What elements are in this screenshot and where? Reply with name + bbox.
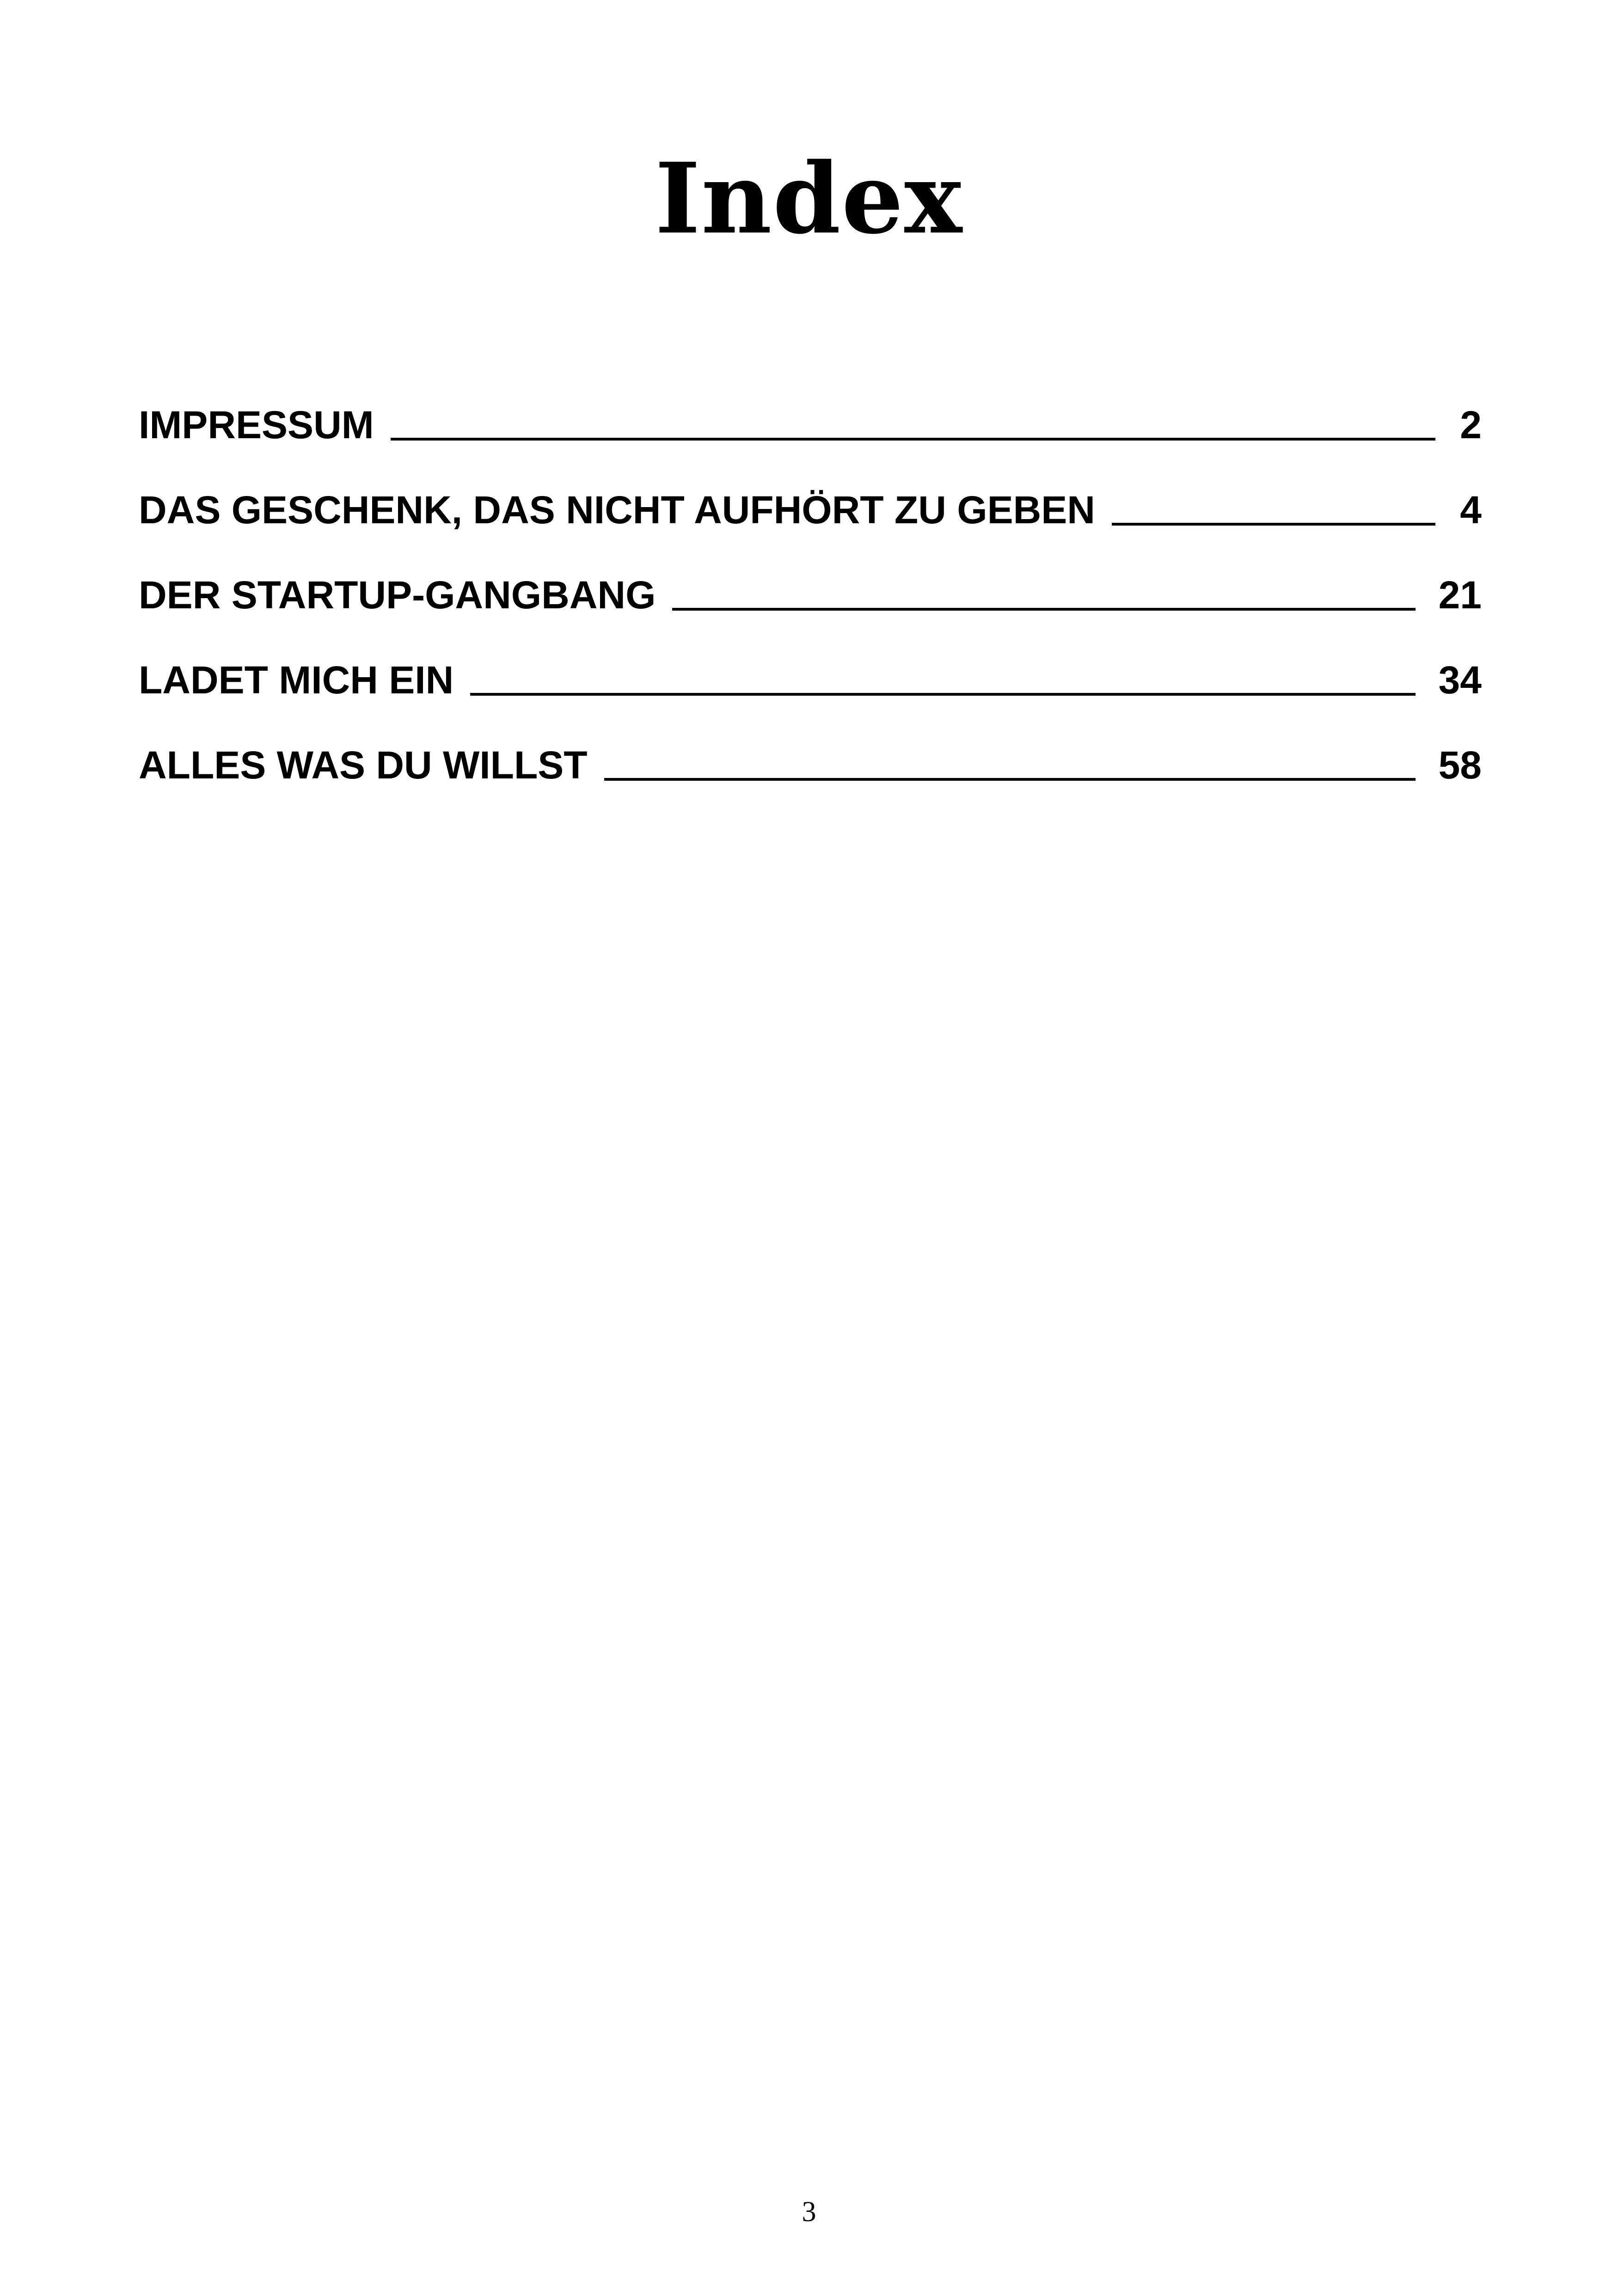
toc-entry-alles-was-du-willst[interactable] <box>139 712 1482 797</box>
table-of-contents <box>139 372 1482 797</box>
toc-entry-label: IMPRESSUM <box>139 403 374 447</box>
page-number: 3 <box>802 2196 816 2228</box>
toc-entry-page: 2 <box>1460 403 1482 447</box>
toc-entry-label: LADET MICH EIN <box>139 658 454 702</box>
toc-leader-line <box>672 608 1415 611</box>
toc-entry-impressum[interactable] <box>139 372 1482 457</box>
toc-entry-page: 34 <box>1438 658 1482 702</box>
toc-entry-label: DAS GESCHENK, DAS NICHT AUFHÖRT ZU GEBEN <box>139 488 1095 532</box>
toc-entry-ladet-mich-ein[interactable] <box>139 627 1482 712</box>
page-title: Index <box>655 141 963 256</box>
toc-entry-das-geschenk[interactable] <box>139 457 1482 542</box>
toc-entry-label: DER STARTUP-GANGBANG <box>139 573 656 617</box>
toc-leader-line <box>470 693 1415 696</box>
toc-entry-der-startup-gangbang[interactable] <box>139 542 1482 627</box>
toc-entry-page: 21 <box>1438 573 1482 617</box>
toc-entry-page: 4 <box>1460 488 1482 532</box>
toc-leader-line <box>391 438 1435 441</box>
toc-leader-line <box>1112 523 1435 526</box>
toc-entry-page: 58 <box>1438 743 1482 787</box>
toc-leader-line <box>604 778 1416 781</box>
toc-entry-label: ALLES WAS DU WILLST <box>139 743 588 787</box>
